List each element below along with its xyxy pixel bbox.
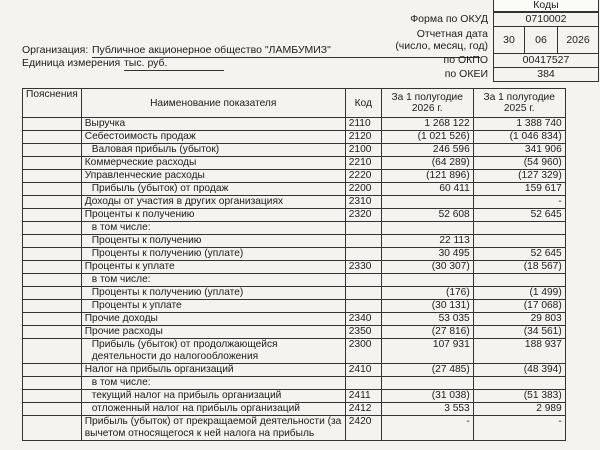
notes-cell bbox=[23, 170, 82, 183]
row-code: 2310 bbox=[345, 196, 381, 209]
notes-cell bbox=[23, 144, 82, 157]
row-value-2025: (34 561) bbox=[473, 326, 565, 339]
table-row bbox=[23, 261, 566, 274]
row-value-2026: 52 608 bbox=[381, 209, 473, 222]
row-code bbox=[345, 300, 381, 313]
row-value-2025 bbox=[473, 222, 565, 235]
row-value-2026 bbox=[381, 274, 473, 287]
row-value-2026: 22 113 bbox=[381, 235, 473, 248]
row-value-2026: (31 038) bbox=[381, 390, 473, 403]
codes-title: Коды bbox=[533, 0, 559, 11]
row-value-2026: (176) bbox=[381, 287, 473, 300]
table-row bbox=[23, 313, 566, 326]
row-value-2026: (30 131) bbox=[381, 300, 473, 313]
date-month: 06 bbox=[524, 26, 558, 54]
row-code: 2300 bbox=[345, 339, 381, 364]
row-value-2026 bbox=[381, 377, 473, 390]
row-value-2025: 341 906 bbox=[473, 144, 565, 157]
codes-title-box bbox=[493, 0, 599, 12]
row-code: 2100 bbox=[345, 144, 381, 157]
row-value-2025: 52 645 bbox=[473, 248, 565, 261]
table-row bbox=[23, 377, 566, 390]
row-name: Прибыль (убыток) от продаж bbox=[81, 183, 345, 196]
notes-cell bbox=[23, 390, 82, 403]
row-code: 2220 bbox=[345, 170, 381, 183]
row-name: Проценты к получению bbox=[81, 209, 345, 222]
row-value-2026: (121 896) bbox=[381, 170, 473, 183]
row-value-2026 bbox=[381, 222, 473, 235]
row-value-2025: (51 383) bbox=[473, 390, 565, 403]
row-code: 2420 bbox=[345, 416, 381, 441]
row-name: Доходы от участия в других организациях bbox=[81, 196, 345, 209]
okei-label: по ОКЕИ bbox=[444, 68, 488, 80]
table-row bbox=[23, 390, 566, 403]
table-row bbox=[23, 209, 566, 222]
table-row bbox=[23, 326, 566, 339]
table-row bbox=[23, 196, 566, 209]
notes-cell bbox=[23, 274, 82, 287]
notes-cell bbox=[23, 339, 82, 364]
okud-label: Форма по ОКУД bbox=[410, 13, 488, 25]
row-code: 2330 bbox=[345, 261, 381, 274]
row-name: Проценты к уплате bbox=[81, 261, 345, 274]
notes-cell bbox=[23, 313, 82, 326]
header-col1: За 1 полугодие 2026 г. bbox=[381, 89, 473, 118]
notes-cell bbox=[23, 416, 82, 441]
org-name: Публичное акционерное общество "ЛАМБУМИЗ" bbox=[92, 44, 480, 58]
notes-cell bbox=[23, 157, 82, 170]
row-value-2026: 30 495 bbox=[381, 248, 473, 261]
row-code: 2200 bbox=[345, 183, 381, 196]
org-label: Организация: bbox=[22, 44, 89, 56]
row-name: Прибыль (убыток) от продолжающейся деятельности до налогообложения bbox=[81, 339, 345, 364]
row-value-2025: (18 567) bbox=[473, 261, 565, 274]
table-row bbox=[23, 235, 566, 248]
notes-cell bbox=[23, 222, 82, 235]
row-code: 2350 bbox=[345, 326, 381, 339]
header-code: Код bbox=[345, 89, 381, 118]
row-value-2025: - bbox=[473, 416, 565, 441]
row-value-2026: (27 485) bbox=[381, 364, 473, 377]
notes-cell bbox=[23, 131, 82, 144]
row-name: Проценты к получению (уплате) bbox=[81, 248, 345, 261]
row-code: 2412 bbox=[345, 403, 381, 416]
table-row bbox=[23, 274, 566, 287]
row-value-2025: (48 394) bbox=[473, 364, 565, 377]
table-header-row bbox=[23, 89, 566, 118]
row-name: Налог на прибыль организаций bbox=[81, 364, 345, 377]
financial-table bbox=[22, 88, 566, 441]
row-value-2026: - bbox=[381, 416, 473, 441]
table-row bbox=[23, 144, 566, 157]
row-code bbox=[345, 235, 381, 248]
row-value-2026: 3 553 bbox=[381, 403, 473, 416]
table-row bbox=[23, 222, 566, 235]
row-name: Коммерческие расходы bbox=[81, 157, 345, 170]
row-code bbox=[345, 248, 381, 261]
row-name: отложенный налог на прибыль организаций bbox=[81, 403, 345, 416]
notes-cell bbox=[23, 235, 82, 248]
row-value-2025: 188 937 bbox=[473, 339, 565, 364]
table-row bbox=[23, 157, 566, 170]
table-row bbox=[23, 118, 566, 131]
row-value-2025: 29 803 bbox=[473, 313, 565, 326]
row-value-2025 bbox=[473, 235, 565, 248]
header-notes: Пояснения bbox=[23, 89, 82, 118]
date-year: 2026 bbox=[557, 26, 599, 54]
notes-cell bbox=[23, 183, 82, 196]
row-code: 2320 bbox=[345, 209, 381, 222]
row-value-2025: (17 068) bbox=[473, 300, 565, 313]
row-name: Прочие расходы bbox=[81, 326, 345, 339]
table-row bbox=[23, 248, 566, 261]
row-code: 2411 bbox=[345, 390, 381, 403]
row-value-2026: (27 816) bbox=[381, 326, 473, 339]
table-row bbox=[23, 416, 566, 441]
notes-cell bbox=[23, 196, 82, 209]
row-name: Проценты к получению (уплате) bbox=[81, 287, 345, 300]
row-value-2026: 1 268 122 bbox=[381, 118, 473, 131]
row-value-2026: 60 411 bbox=[381, 183, 473, 196]
okud-value: 0710002 bbox=[493, 12, 599, 27]
date-label-2: (число, месяц, год) bbox=[395, 40, 488, 52]
row-value-2026: 246 596 bbox=[381, 144, 473, 157]
notes-cell bbox=[23, 209, 82, 222]
notes-cell bbox=[23, 326, 82, 339]
row-value-2025: 1 388 740 bbox=[473, 118, 565, 131]
notes-cell bbox=[23, 248, 82, 261]
row-code bbox=[345, 274, 381, 287]
notes-cell bbox=[23, 261, 82, 274]
row-code bbox=[345, 287, 381, 300]
table-row bbox=[23, 339, 566, 364]
unit-value: тыс. руб. bbox=[124, 57, 224, 71]
header-col2: За 1 полугодие 2025 г. bbox=[473, 89, 565, 118]
row-name: Себестоимость продаж bbox=[81, 131, 345, 144]
row-value-2025: 52 645 bbox=[473, 209, 565, 222]
row-name: текущий налог на прибыль организаций bbox=[81, 390, 345, 403]
okpo-value: 00417527 bbox=[493, 53, 599, 68]
row-name: Валовая прибыль (убыток) bbox=[81, 144, 345, 157]
table-row bbox=[23, 183, 566, 196]
table-row bbox=[23, 131, 566, 144]
table-row bbox=[23, 364, 566, 377]
table-row bbox=[23, 170, 566, 183]
notes-cell bbox=[23, 364, 82, 377]
unit-label: Единица измерения bbox=[22, 57, 121, 69]
row-name: Проценты к уплате bbox=[81, 300, 345, 313]
row-value-2026: (30 307) bbox=[381, 261, 473, 274]
row-value-2025: 159 617 bbox=[473, 183, 565, 196]
row-code: 2410 bbox=[345, 364, 381, 377]
row-value-2026: (1 021 526) bbox=[381, 131, 473, 144]
date-day: 30 bbox=[493, 26, 525, 54]
row-value-2025 bbox=[473, 274, 565, 287]
row-code bbox=[345, 222, 381, 235]
row-name: Прочие доходы bbox=[81, 313, 345, 326]
row-value-2025: (54 960) bbox=[473, 157, 565, 170]
row-value-2025: - bbox=[473, 196, 565, 209]
notes-cell bbox=[23, 118, 82, 131]
row-code: 2120 bbox=[345, 131, 381, 144]
row-value-2026: 107 931 bbox=[381, 339, 473, 364]
notes-cell bbox=[23, 377, 82, 390]
row-value-2026: 53 035 bbox=[381, 313, 473, 326]
row-code: 2340 bbox=[345, 313, 381, 326]
row-value-2025: (127 329) bbox=[473, 170, 565, 183]
row-value-2026 bbox=[381, 196, 473, 209]
row-name: Выручка bbox=[81, 118, 345, 131]
okpo-label: по ОКПО bbox=[443, 54, 488, 66]
row-value-2025: 2 989 bbox=[473, 403, 565, 416]
row-name: Прибыль (убыток) от прекращаемой деятельности (за вычетом относящегося к ней налога на прибыль bbox=[81, 416, 345, 441]
row-name: в том числе: bbox=[81, 377, 345, 390]
row-name: в том числе: bbox=[81, 274, 345, 287]
row-code: 2110 bbox=[345, 118, 381, 131]
date-label-1: Отчетная дата bbox=[416, 28, 488, 40]
notes-cell bbox=[23, 403, 82, 416]
header-name: Наименование показателя bbox=[81, 89, 345, 118]
row-value-2026: (64 289) bbox=[381, 157, 473, 170]
table-row bbox=[23, 287, 566, 300]
table-row bbox=[23, 403, 566, 416]
okei-value: 384 bbox=[493, 67, 599, 82]
row-name: в том числе: bbox=[81, 222, 345, 235]
row-code bbox=[345, 377, 381, 390]
row-name: Проценты к получению bbox=[81, 235, 345, 248]
table-row bbox=[23, 300, 566, 313]
row-name: Управленческие расходы bbox=[81, 170, 345, 183]
row-value-2025: (1 499) bbox=[473, 287, 565, 300]
row-value-2025: (1 046 834) bbox=[473, 131, 565, 144]
row-value-2025 bbox=[473, 377, 565, 390]
notes-cell bbox=[23, 300, 82, 313]
notes-cell bbox=[23, 287, 82, 300]
row-code: 2210 bbox=[345, 157, 381, 170]
